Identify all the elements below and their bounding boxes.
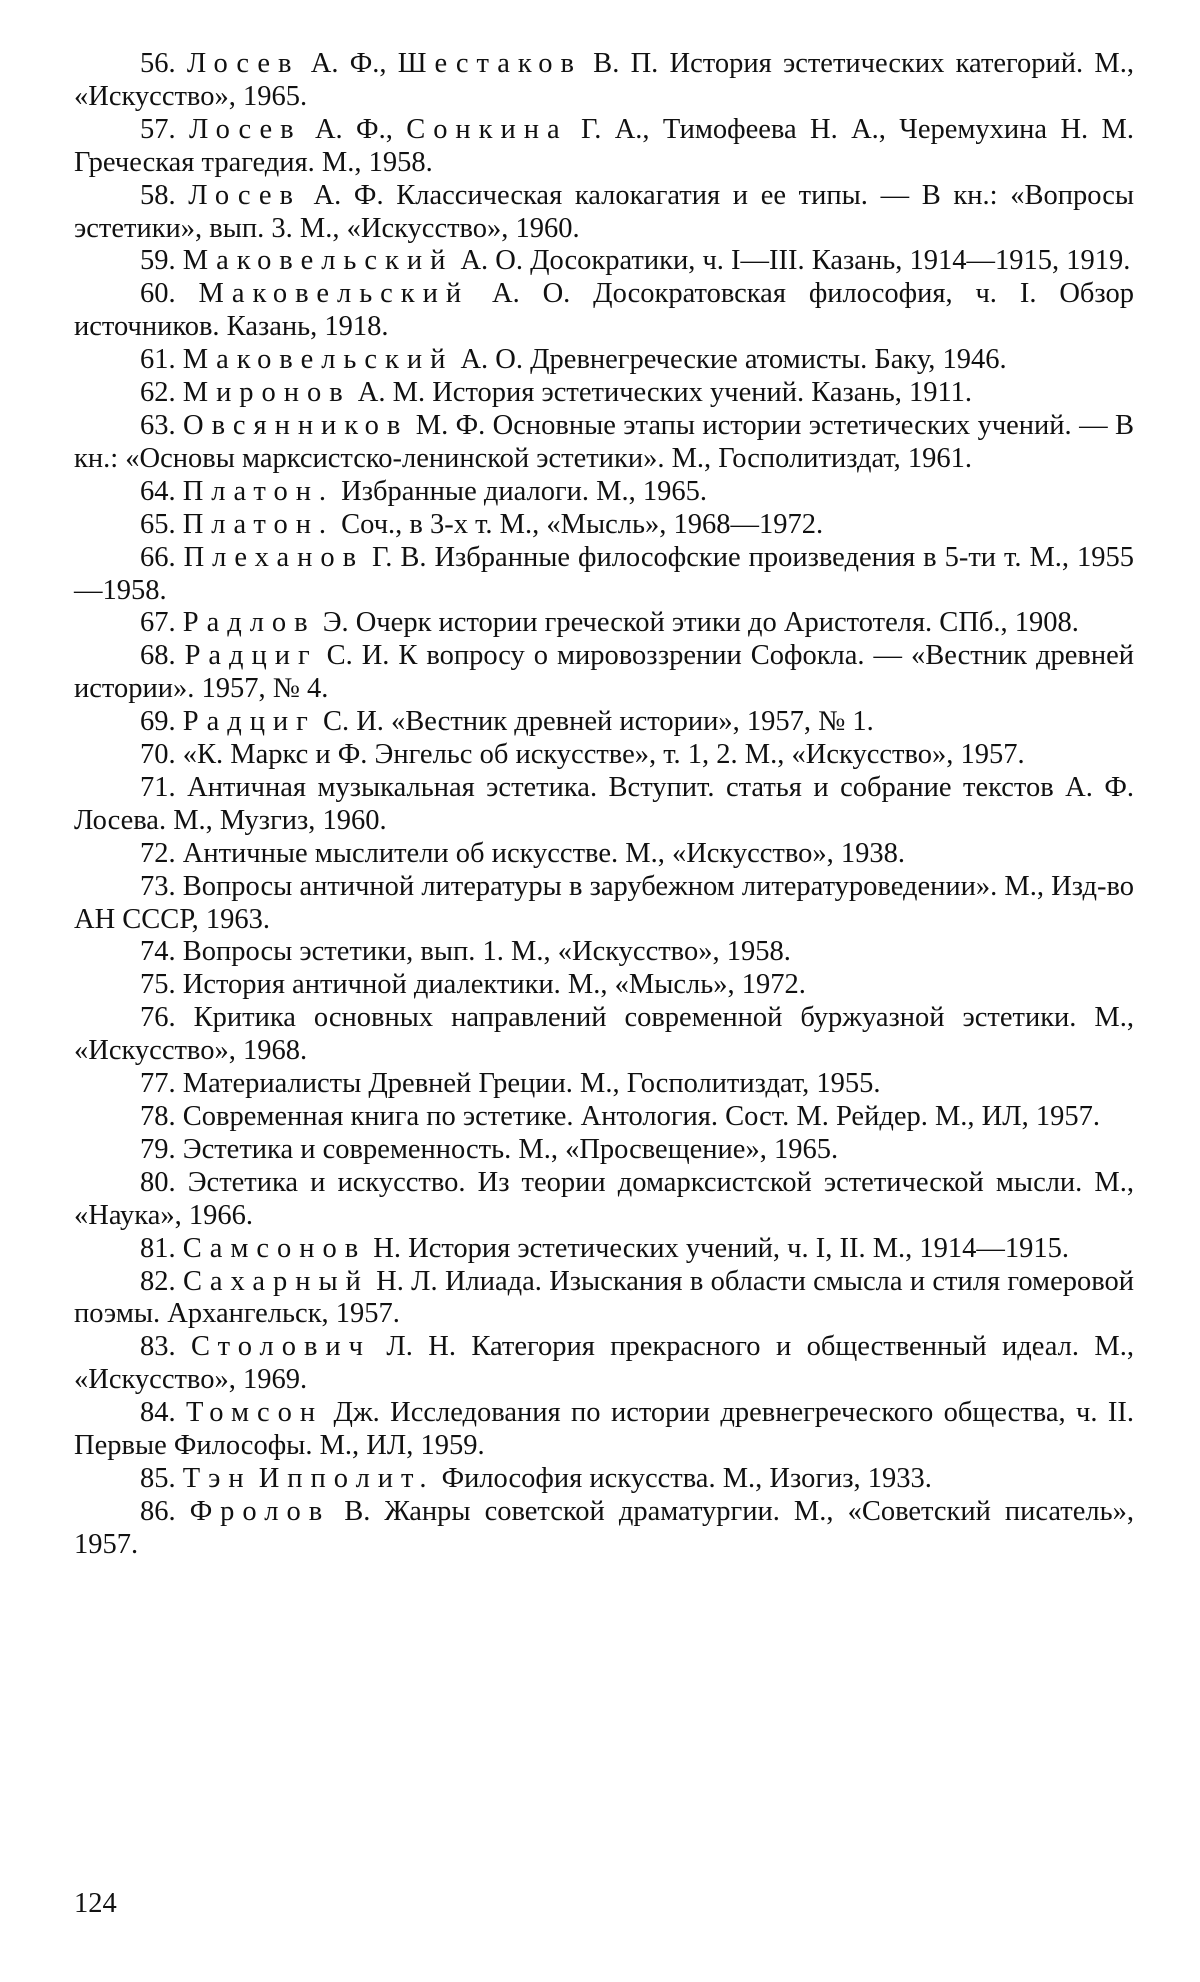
reference-text: Философия искусства. М., Изогиз, 1933. xyxy=(434,1462,932,1494)
reference-text: Античные мыслители об искусстве. М., «Искусство», 1938. xyxy=(182,837,906,869)
reference-text: Современная книга по эстетике. Антология. Сост. М. Рейдер. М., ИЛ, 1957. xyxy=(182,1101,1100,1132)
reference-entry xyxy=(74,114,1134,180)
reference-text: М. Ф. Основные этапы истории эстетических учений. — В кн.: «Основы марксистско-ленинской эстетики». М., Госполитиздат, 1961. xyxy=(74,409,1134,474)
reference-text: Эстетика и искусство. Из теории домарксистской эстетической мысли. М., «Наука», 1966. xyxy=(74,1166,1135,1231)
reference-text: Дж. Исследования по истории древнегреческого общества, ч. II. Первые Философы. М., ИЛ, 1959. xyxy=(74,1397,1135,1462)
reference-entry xyxy=(74,739,1134,772)
reference-number: 77. xyxy=(140,1068,176,1100)
reference-author: Фролов xyxy=(189,1495,331,1527)
reference-number: 84. xyxy=(140,1397,176,1429)
reference-author: Маковельский xyxy=(198,278,470,310)
reference-number: 71. xyxy=(140,771,176,803)
reference-entry xyxy=(74,377,1134,410)
reference-author: Овсянников xyxy=(183,409,409,441)
reference-entry xyxy=(74,1002,1134,1068)
reference-text: Н. Л. Илиада. Изыскания в области смысла и стиля гомеровой поэмы. Архангельск, 1957. xyxy=(74,1265,1134,1330)
reference-number: 81. xyxy=(140,1232,176,1264)
reference-text: Эстетика и современность. М., «Просвещение», 1965. xyxy=(182,1133,839,1165)
reference-coauthor: Шестаков xyxy=(397,48,582,79)
reference-entry xyxy=(74,640,1134,706)
reference-text: С. И. «Вестник древней истории», 1957, № 1. xyxy=(315,706,874,738)
reference-entry xyxy=(74,410,1134,476)
reference-number: 68. xyxy=(140,640,176,672)
reference-text: Материалисты Древней Греции. М., Госполитиздат, 1955. xyxy=(182,1068,881,1100)
reference-number: 61. xyxy=(140,344,176,376)
reference-entry xyxy=(74,871,1134,937)
reference-entry xyxy=(74,936,1134,969)
reference-number: 74. xyxy=(140,936,176,968)
reference-text: Н. История эстетических учений, ч. I, II. М., 1914—1915. xyxy=(366,1232,1070,1264)
reference-entry xyxy=(74,1134,1134,1167)
reference-text: Критика основных направлений современной буржуазной эстетики. М., «Искусство», 1968. xyxy=(74,1002,1134,1067)
reference-text: Э. Очерк истории греческой этики до Аристотеля. СПб., 1908. xyxy=(315,607,1079,639)
reference-text: С. И. К вопросу о мировоззрении Софокла. — «Вестник древней истории». 1957, № 4. xyxy=(74,640,1134,705)
reference-entry xyxy=(74,48,1134,114)
reference-entry xyxy=(74,1397,1134,1463)
reference-author: Сахарный xyxy=(182,1265,369,1297)
reference-number: 80. xyxy=(140,1166,176,1198)
reference-number: 67. xyxy=(140,607,176,639)
reference-number: 64. xyxy=(140,475,176,507)
reference-text: Соч., в 3-х т. М., «Мысль», 1968—1972. xyxy=(334,508,824,540)
reference-entry xyxy=(74,278,1134,344)
reference-author: Платон. xyxy=(182,508,335,540)
reference-entry xyxy=(74,180,1134,246)
reference-author: Столович xyxy=(191,1331,371,1363)
reference-entry xyxy=(74,1496,1134,1562)
reference-number: 73. xyxy=(140,870,176,902)
reference-author: Радлов xyxy=(182,607,316,639)
reference-number: 85. xyxy=(140,1462,176,1494)
reference-number: 78. xyxy=(140,1101,176,1132)
reference-text: Г. В. Избранные философские произведения в 5-ти т. М., 1955—1958. xyxy=(74,541,1135,606)
reference-number: 79. xyxy=(140,1133,176,1165)
reference-text: Л. Н. Категория прекрасного и общественный идеал. М., «Искусство», 1969. xyxy=(74,1331,1134,1396)
reference-text: Г. А., Тимофеева Н. А., Черемухина Н. М. Греческая трагедия. М., 1958. xyxy=(74,113,1134,178)
reference-entry xyxy=(74,607,1134,640)
reference-entry xyxy=(74,1331,1134,1397)
reference-author-separator xyxy=(252,1463,259,1494)
reference-number: 76. xyxy=(140,1002,176,1034)
reference-entry xyxy=(74,969,1134,1002)
reference-author: Маковельский xyxy=(182,344,454,376)
reference-author: Радциг xyxy=(184,640,318,672)
reference-number: 63. xyxy=(140,409,176,441)
reference-number: 75. xyxy=(140,969,176,1001)
reference-author: Радциг xyxy=(182,706,316,738)
reference-number: 59. xyxy=(140,245,176,277)
reference-author-separator: А. Ф., xyxy=(301,113,407,145)
reference-entry xyxy=(74,509,1134,542)
reference-entry xyxy=(74,542,1134,608)
reference-entry xyxy=(74,1068,1134,1101)
reference-author-separator: А. Ф., xyxy=(299,48,398,79)
reference-entry xyxy=(74,245,1134,278)
reference-author: Томсон xyxy=(186,1397,324,1429)
reference-author: Плеханов xyxy=(183,541,365,573)
reference-text: Вопросы античной литературы в зарубежном литературоведении». М., Изд-во АН СССР, 1963. xyxy=(74,870,1135,935)
reference-entry xyxy=(74,1233,1134,1266)
reference-entry xyxy=(74,476,1134,509)
reference-text: В. П. История эстетических категорий. М., «Искусство», 1965. xyxy=(74,48,1135,112)
reference-text: А. О. Досократики, ч. I—III. Казань, 1914—1915, 1919. xyxy=(453,245,1131,277)
reference-number: 57. xyxy=(140,113,176,145)
reference-text: «К. Маркс и Ф. Энгельс об искусстве», т. 1, 2. М., «Искусство», 1957. xyxy=(182,739,1025,771)
reference-number: 69. xyxy=(140,706,176,738)
reference-number: 60. xyxy=(140,278,176,310)
reference-entry xyxy=(74,1101,1134,1134)
reference-text: Вопросы эстетики, вып. 1. М., «Искусство», 1958. xyxy=(182,936,791,968)
reference-text: Избранные диалоги. М., 1965. xyxy=(334,475,707,507)
reference-coauthor: Сонкина xyxy=(406,113,568,145)
reference-number: 62. xyxy=(140,377,176,409)
bibliography-page xyxy=(74,48,1134,1562)
reference-text: А. М. История эстетических учений. Казань, 1911. xyxy=(350,377,973,409)
reference-number: 66. xyxy=(140,541,176,573)
reference-text: А. О. Древнегреческие атомисты. Баку, 1946. xyxy=(453,344,1007,376)
reference-number: 72. xyxy=(140,837,176,869)
reference-entry xyxy=(74,838,1134,871)
reference-entry xyxy=(74,1266,1134,1332)
reference-entry xyxy=(74,1463,1134,1496)
reference-author: Самсонов xyxy=(182,1232,367,1264)
reference-number: 58. xyxy=(140,179,176,211)
reference-text: Античная музыкальная эстетика. Вступит. статья и собрание текстов А. Ф. Лосева. М., Музгиз, 1960. xyxy=(74,771,1135,836)
page-number: 124 xyxy=(74,1888,117,1919)
reference-text: История античной диалектики. М., «Мысль», 1972. xyxy=(182,969,806,1001)
reference-text: В. Жанры советской драматургии. М., «Советский писатель», 1957. xyxy=(74,1495,1134,1560)
reference-text: А. О. Досократовская философия, ч. I. Обзор источников. Казань, 1918. xyxy=(74,278,1135,343)
reference-author: Миронов xyxy=(182,377,351,409)
reference-number: 70. xyxy=(140,739,176,771)
reference-author: Платон. xyxy=(182,475,335,507)
reference-number: 56. xyxy=(140,48,176,79)
reference-number: 83. xyxy=(140,1331,176,1363)
reference-author: Маковельский xyxy=(182,245,454,277)
reference-entry xyxy=(74,344,1134,377)
reference-author: Лосев xyxy=(186,48,300,79)
reference-number: 65. xyxy=(140,508,176,540)
reference-text: А. Ф. Классическая калокагатия и ее типы. — В кн.: «Вопросы эстетики», вып. 3. М., «Искусство», 1960. xyxy=(74,179,1134,244)
reference-author: Лосев xyxy=(188,179,301,211)
reference-number: 86. xyxy=(140,1495,176,1527)
reference-number: 82. xyxy=(140,1265,176,1297)
reference-author: Тэн xyxy=(182,1462,252,1494)
reference-list xyxy=(74,48,1134,1562)
reference-coauthor: Ипполит. xyxy=(258,1462,435,1494)
reference-entry xyxy=(74,772,1134,838)
reference-author: Лосев xyxy=(189,113,302,145)
reference-entry xyxy=(74,1167,1134,1233)
reference-entry xyxy=(74,706,1134,739)
